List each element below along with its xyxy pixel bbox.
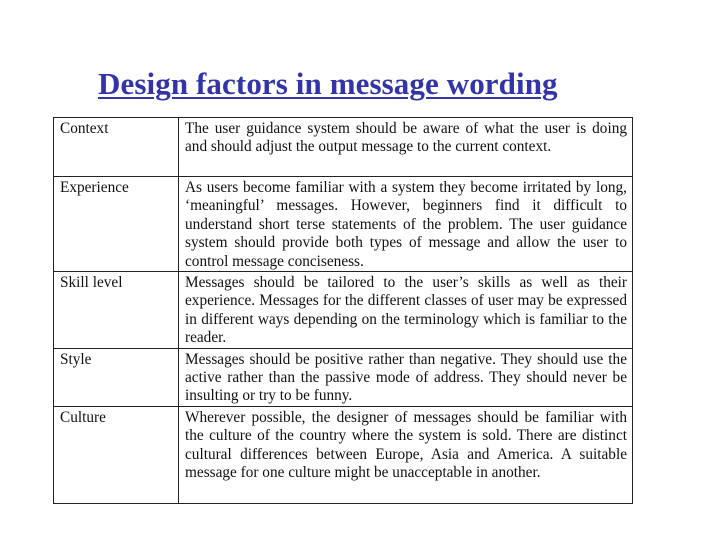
design-factors-table [53, 117, 633, 504]
page-title: Design factors in message wording [98, 66, 558, 101]
factor-description-style: Messages should be positive rather than negative. They should use the active rather than the passive mode of address. They should never be insulting or try to be funny. [179, 348, 633, 406]
factor-description-skill-level: Messages should be tailored to the user’s skills as well as their experience. Messages for the different classes of user may be expressed in different ways depending on the terminology which is familiar to the reader. [179, 272, 633, 349]
factor-description-culture: Wherever possible, the designer of messages should be familiar with the culture of the country where the system is sold. There are distinct cultural differences between Europe, Asia and America. A suitable message for one culture might be unacceptable in another. [179, 406, 633, 503]
factor-name-style: Style [54, 348, 179, 406]
table-row [54, 177, 633, 272]
factor-description-experience: As users become familiar with a system they become irritated by long, ‘meaningful’ messages. However, beginners find it difficult to understand short terse statements of the problem. The user guidance system should provide both types of message and allow the user to control message conciseness. [179, 177, 633, 272]
factor-description-context: The user guidance system should be aware of what the user is doing and should adjust the output message to the current context. [179, 118, 633, 177]
factor-name-experience: Experience [54, 177, 179, 272]
factor-name-skill-level: Skill level [54, 272, 179, 349]
table-row [54, 348, 633, 406]
table-row [54, 118, 633, 177]
table-row [54, 272, 633, 349]
factor-name-culture: Culture [54, 406, 179, 503]
table-row [54, 406, 633, 503]
factor-name-context: Context [54, 118, 179, 177]
